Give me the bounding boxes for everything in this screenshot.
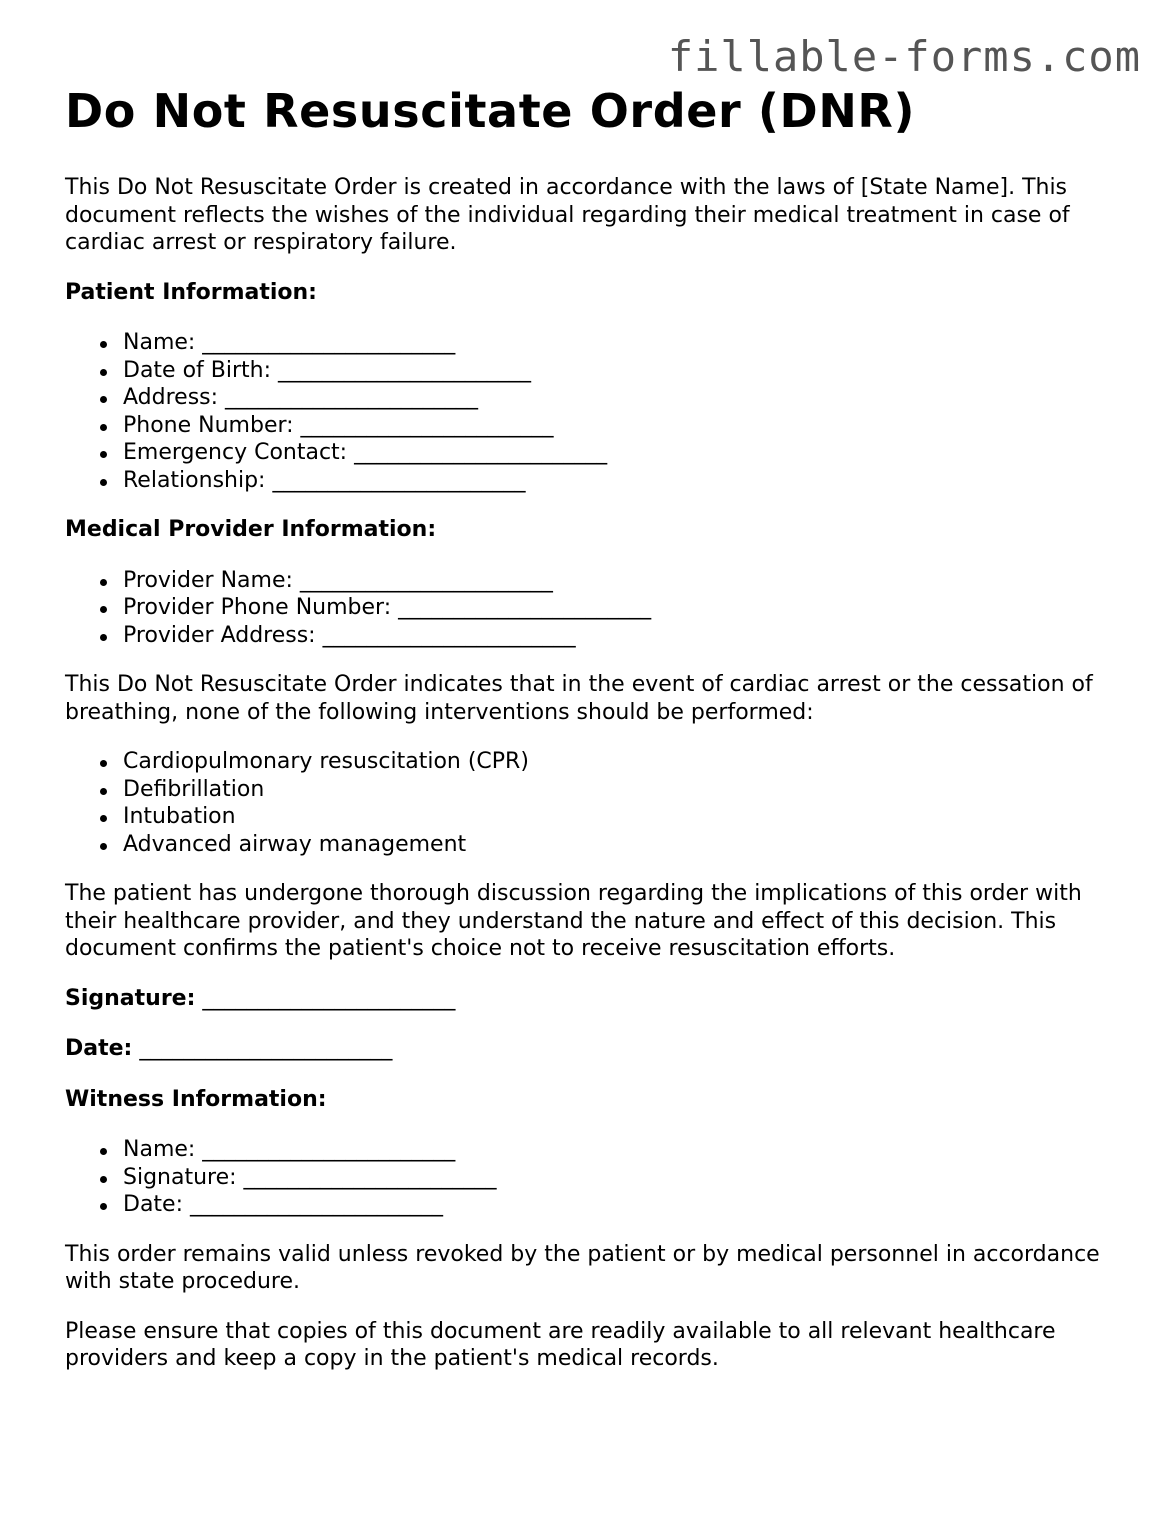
watermark: fillable-forms.com	[667, 32, 1141, 81]
provider-name-field: Provider Name: _______________________	[123, 567, 1125, 595]
provider-phone-field: Provider Phone Number: _______________________	[123, 594, 1125, 622]
document-page	[65, 84, 1125, 1395]
provider-info-heading: Medical Provider Information:	[65, 517, 437, 542]
page-title: Do Not Resuscitate Order (DNR)	[65, 84, 916, 138]
intervention-item: Intubation	[123, 803, 1125, 831]
copies-paragraph: Please ensure that copies of this document are readily available to all relevant healthcare providers and keep a copy in the patient's medical records.	[65, 1318, 1056, 1371]
validity-paragraph: This order remains valid unless revoked by the patient or by medical personnel in accordance with state procedure.	[65, 1241, 1100, 1294]
patient-phone-field: Phone Number: _______________________	[123, 412, 1125, 440]
discussion-paragraph: The patient has undergone thorough discussion regarding the implications of this order with their healthcare provider, and they understand the nature and effect of this decision. This document confirms the patient's choice not to receive resuscitation efforts.	[65, 881, 1082, 961]
provider-info-list	[65, 567, 1125, 650]
witness-name-field: Name: _______________________	[123, 1136, 1125, 1164]
witness-signature-field: Signature: _______________________	[123, 1164, 1125, 1192]
signature-blank: _______________________	[202, 985, 456, 1011]
patient-info-heading: Patient Information:	[65, 279, 317, 305]
provider-address-field: Provider Address: _______________________	[123, 622, 1125, 650]
date-blank: _______________________	[139, 1036, 393, 1061]
signature-label: Signature:	[65, 985, 196, 1011]
intervention-item: Advanced airway management	[123, 831, 1125, 859]
date-line	[65, 1035, 1125, 1063]
date-label: Date:	[65, 1036, 133, 1061]
patient-relationship-field: Relationship: _______________________	[123, 467, 1125, 495]
patient-emergency-contact-field: Emergency Contact: _______________________	[123, 439, 1125, 467]
patient-dob-field: Date of Birth: _______________________	[123, 357, 1125, 385]
patient-address-field: Address: _______________________	[123, 384, 1125, 412]
intervention-item: Cardiopulmonary resuscitation (CPR)	[123, 748, 1125, 776]
signature-line	[65, 985, 1125, 1013]
intro-paragraph: This Do Not Resuscitate Order is created in accordance with the laws of [State Name]. This document reflects the wishes of the individual regarding their medical treatment in case of cardiac arrest or respiratory failure.	[65, 175, 1070, 255]
witness-info-list	[65, 1136, 1125, 1219]
interventions-list	[65, 748, 1125, 858]
patient-info-list	[65, 329, 1125, 494]
order-statement: This Do Not Resuscitate Order indicates that in the event of cardiac arrest or the cessation of breathing, none of the following interventions should be performed:	[65, 672, 1093, 725]
witness-info-heading: Witness Information:	[65, 1086, 327, 1112]
witness-date-field: Date: _______________________	[123, 1191, 1125, 1219]
patient-name-field: Name: _______________________	[123, 329, 1125, 357]
intervention-item: Defibrillation	[123, 776, 1125, 804]
